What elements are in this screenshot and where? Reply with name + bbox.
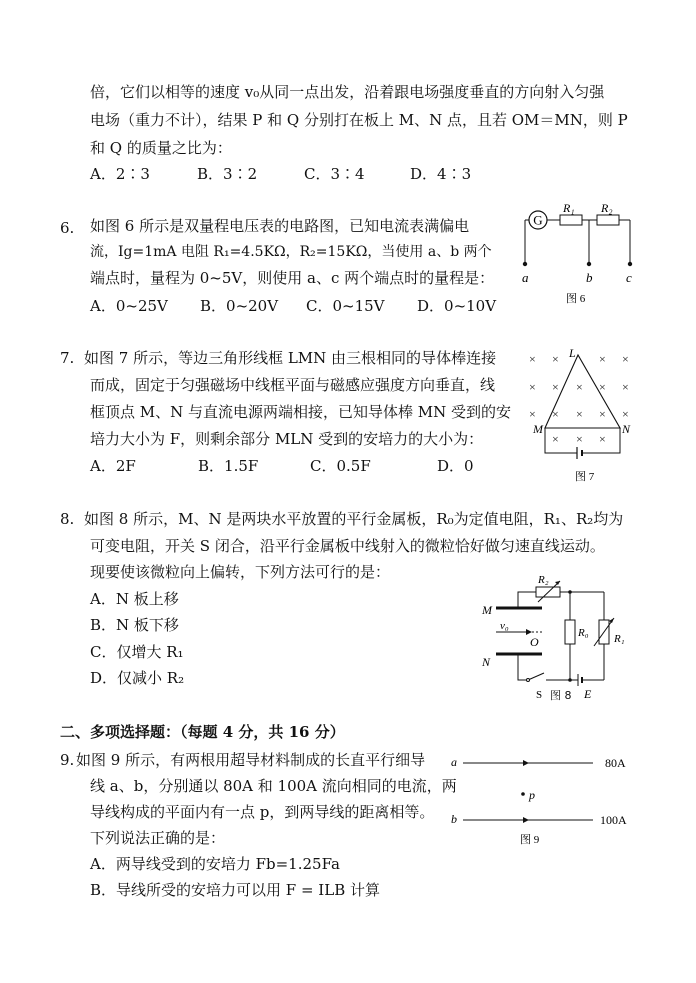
resistor-r1	[560, 215, 582, 225]
svg-text:×: ×	[576, 380, 583, 394]
q9-number: 9.	[60, 751, 75, 769]
galvanometer-label: G	[533, 212, 543, 228]
switch-s	[528, 673, 544, 680]
q8-option-a: A．N 板上移	[90, 590, 179, 608]
resistor-r0	[565, 620, 575, 644]
label-m: M	[533, 422, 543, 436]
current-arrow-a	[523, 760, 529, 766]
q6-option-b: B．0~20V	[200, 297, 279, 315]
q6-option-d: D．0~10V	[417, 297, 497, 315]
q9-line-2: 线 a、b，分别通以 80A 和 100A 流向相同的电流，两	[90, 777, 457, 795]
q7-option-b: B．1.5F	[198, 457, 259, 475]
q9-option-a: A．两导线受到的安培力 Fb=1.25Fa	[90, 855, 340, 873]
svg-text:×: ×	[622, 380, 629, 394]
r1-label: R₁	[563, 201, 575, 215]
label-c: c	[626, 270, 632, 285]
q7-line-1: 如图 7 所示，等边三角形线框 LMN 由三根相同的导体棒连接	[84, 349, 497, 367]
current-a-label: 80A	[605, 756, 626, 770]
q9-line-4: 下列说法正确的是：	[90, 829, 226, 847]
q5-line-2: 电场（重力不计），结果 P 和 Q 分别打在板上 M、N 点，且若 OM＝MN，则 P	[90, 111, 628, 129]
q8-line-1: 如图 8 所示，M、N 是两块水平放置的平行金属板，R₀为定值电阻，R₁、R₂均为	[84, 510, 624, 528]
svg-text:×: ×	[576, 432, 583, 446]
resistor-r2	[597, 215, 619, 225]
q8-option-d: D．仅减小 R₂	[90, 669, 185, 687]
r2-label: R₂	[538, 574, 549, 586]
label-p: p	[529, 788, 535, 802]
label-l: L	[569, 346, 576, 360]
figure-7-triangle	[525, 343, 645, 485]
q5-option-c: C．3∶4	[304, 165, 365, 183]
figure-7-caption: 图 7	[575, 471, 595, 483]
svg-text:×: ×	[529, 352, 536, 366]
r2-label: R₂	[601, 201, 613, 215]
figure-9-caption: 图 9	[520, 834, 540, 846]
figure-9-wires	[445, 752, 645, 850]
q7-number: 7.	[60, 349, 75, 367]
r1-label: R₁	[614, 633, 625, 645]
q5-line-1: 倍，它们以相等的速度 v₀从同一点出发，沿着跟电场强度垂直的方向射入匀强	[90, 83, 605, 101]
q7-line-2: 而成，固定于匀强磁场中线框平面与磁感应强度方向垂直，线	[90, 376, 496, 394]
q7-line-3: 框顶点 M、N 与直流电源两端相接，已知导体棒 MN 受到的安	[90, 403, 512, 421]
terminal-b	[587, 262, 591, 266]
q6-option-a: A．0~25V	[90, 297, 168, 315]
label-b: b	[451, 812, 457, 826]
label-n: N	[622, 422, 631, 436]
q5-option-a: A．2∶3	[90, 165, 150, 183]
svg-text:×: ×	[599, 407, 606, 421]
figure-8-caption: 图 8	[550, 689, 572, 702]
svg-text:×: ×	[599, 432, 606, 446]
q5-option-d: D．4∶3	[410, 165, 472, 183]
magnetic-field-crosses	[529, 352, 629, 446]
svg-text:×: ×	[552, 352, 559, 366]
label-s: S	[536, 689, 543, 701]
label-a: a	[522, 270, 529, 285]
svg-text:×: ×	[552, 407, 559, 421]
label-b: b	[586, 270, 593, 285]
q5-line-3: 和 Q 的质量之比为：	[90, 139, 232, 157]
q8-line-3: 现要使该微粒向上偏转，下列方法可行的是：	[90, 563, 391, 581]
q8-option-b: B．N 板下移	[90, 616, 179, 634]
q6-option-c: C．0~15V	[306, 297, 385, 315]
svg-text:×: ×	[552, 380, 559, 394]
q8-number: 8.	[60, 510, 75, 528]
q6-number: 6.	[60, 219, 75, 237]
terminal-a	[523, 262, 527, 266]
r0-label: R₀	[578, 627, 589, 639]
q9-option-b: B．导线所受的安培力可以用 F = ILB 计算	[90, 881, 380, 899]
q9-line-1: 如图 9 所示，有两根用超导材料制成的长直平行细导	[76, 751, 426, 769]
q8-option-c: C．仅增大 R₁	[90, 643, 184, 661]
q6-line-2: 流，Ig=1mA 电阻 R₁=4.5KΩ，R₂=15KΩ，当使用 a、b 两个	[90, 244, 492, 260]
label-n: N	[482, 655, 491, 669]
q7-option-a: A．2F	[90, 457, 136, 475]
q7-line-4: 培力大小为 F，则剩余部分 MLN 受到的安培力的大小为：	[90, 430, 484, 448]
svg-text:×: ×	[622, 407, 629, 421]
svg-text:×: ×	[599, 380, 606, 394]
svg-text:×: ×	[529, 380, 536, 394]
label-e: E	[584, 687, 592, 701]
label-v0: v₀	[500, 620, 509, 632]
svg-text:×: ×	[552, 432, 559, 446]
label-m: M	[482, 603, 492, 617]
svg-text:×: ×	[529, 407, 536, 421]
svg-text:×: ×	[576, 407, 583, 421]
section-2-title: 二、多项选择题：（每题 4 分，共 16 分）	[60, 723, 345, 741]
terminal-c	[628, 262, 632, 266]
q6-line-3: 端点时，量程为 0~5V，则使用 a、c 两个端点时的量程是：	[90, 269, 495, 287]
figure-6-circuit	[515, 198, 645, 308]
q9-line-3: 导线构成的平面内有一点 p，到两导线的距离相等。	[90, 803, 435, 821]
q7-option-d: D．0	[437, 457, 474, 475]
q5-option-b: B．3∶2	[197, 165, 258, 183]
current-arrow-b	[523, 817, 529, 823]
point-p	[521, 792, 525, 796]
q8-line-2: 可变电阻，开关 S 闭合，沿平行金属板中线射入的微粒恰好做匀速直线运动。	[90, 537, 605, 555]
figure-6-caption: 图 6	[566, 293, 586, 305]
svg-text:×: ×	[599, 352, 606, 366]
q7-option-c: C．0.5F	[310, 457, 371, 475]
label-a: a	[451, 755, 457, 769]
svg-text:×: ×	[622, 352, 629, 366]
current-b-label: 100A	[600, 813, 627, 827]
label-o: O	[530, 635, 539, 649]
q6-line-1: 如图 6 所示是双量程电压表的电路图，已知电流表满偏电	[90, 217, 470, 235]
